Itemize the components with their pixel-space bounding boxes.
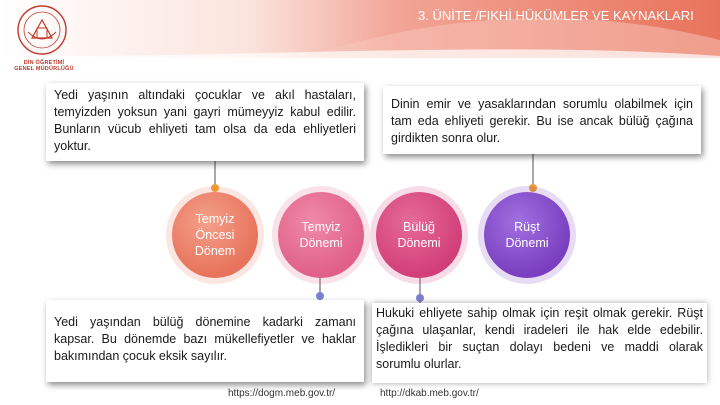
stage-circle-temyiz-oncesi — [172, 192, 258, 278]
pin-dot — [211, 184, 219, 192]
pin-dot — [529, 184, 537, 192]
unit-title: 3. ÜNİTE /FIKHİ HÜKÜMLER VE KAYNAKLARI — [418, 8, 694, 23]
stage-circle-temyiz — [278, 192, 364, 278]
info-box-temyiz-oncesi: Yedi yaşının altındaki çocuklar ve akıl hastaları, temyizden yoksun yani gayri mümeyyiz kabul edilir. Bunların vücub ehliyeti tam olsa da eda ehliyetleri yoktur. — [46, 83, 364, 161]
info-box-bulug: Dinin emir ve yasaklarından sorumlu olabilmek için tam eda ehliyeti gerekir. Bu ise ancak bülüğ çağına girdikten sonra olur. — [383, 86, 701, 154]
logo-line-1: DİN ÖĞRETİMİ — [23, 60, 65, 66]
stage-circle-bulug — [376, 192, 462, 278]
stage-label: Rüşt Dönemi — [505, 220, 549, 250]
logo-line-2: GENEL MÜDÜRLÜĞÜ — [14, 66, 74, 72]
stage-label: Bülüğ Dönemi — [397, 220, 441, 250]
pin-dot — [416, 294, 424, 302]
stage-label: Temyiz Dönemi — [299, 220, 343, 250]
info-box-temyiz: Yedi yaşından bülüğ dönemine kadarki zamanı kapsar. Bu dönemde bazı mükellefiyetler ve haklar bakımından çocuk eksik sayılır. — [46, 300, 364, 382]
source-link-dogm[interactable]: https://dogm.meb.gov.tr/ — [228, 388, 336, 399]
info-box-rust: Hukuki ehliyete sahip olmak için reşit olmak gerekir. Rüşt çağına ulaşanlar, kendi iradeleri ile hak elde edebilir. İşledikleri bir suçtan dolayı bedeni ve maddi olarak sorumlu olurlar. — [372, 303, 707, 383]
pin-dot — [316, 292, 324, 300]
stage-label: Temyiz Öncesi Dönem — [194, 212, 236, 258]
stage-circle-rust — [484, 192, 570, 278]
source-link-dkab[interactable]: http://dkab.meb.gov.tr/ — [380, 388, 479, 399]
